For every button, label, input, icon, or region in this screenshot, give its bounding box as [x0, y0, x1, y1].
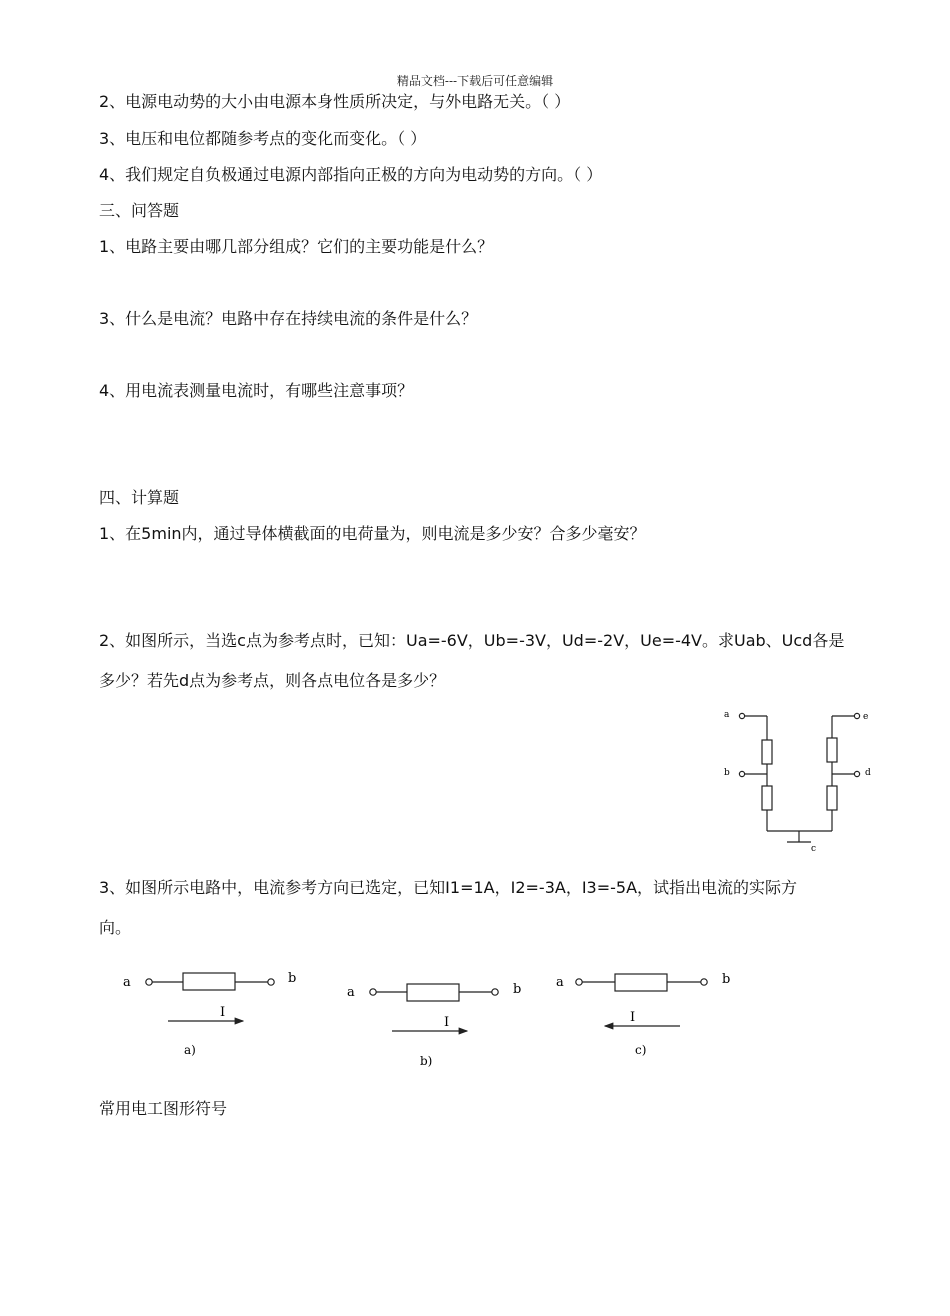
- judge-item-3: 3、电压和电位都随参考点的变化而变化。（ ）: [99, 129, 427, 148]
- calc-question-2-line-1: 2、如图所示，当选c点为参考点时，已知：Ua=-6V，Ub=-3V，Ud=-2V，Ue=-4V。求Uab、Ucd各是: [99, 631, 845, 650]
- calc-question-3-line-2: 向。: [99, 918, 132, 937]
- terminal-label-b: b: [288, 971, 297, 986]
- point-label-e: e: [863, 712, 869, 722]
- terminal-label-a: a: [556, 975, 564, 990]
- qa-question-1: 1、电路主要由哪几部分组成？它们的主要功能是什么？: [99, 237, 494, 256]
- current-label: I: [444, 1015, 450, 1030]
- terminal-label-a: a: [347, 985, 355, 1000]
- qa-question-3: 3、什么是电流？电路中存在持续电流的条件是什么？: [99, 309, 478, 328]
- circuit-figure-potential: [715, 700, 885, 860]
- judge-item-2: 2、电源电动势的大小由电源本身性质所决定，与外电路无关。（ ）: [99, 92, 571, 111]
- panel-c: [556, 972, 730, 1057]
- current-label: I: [220, 1005, 226, 1020]
- point-label-d: d: [865, 768, 871, 778]
- watermark: 精品文档---下载后可任意编辑: [396, 74, 554, 88]
- panel-a: [123, 971, 296, 1057]
- terminal-label-a: a: [123, 975, 131, 990]
- calc-question-3-line-1: 3、如图所示电路中，电流参考方向已选定，已知I1=1A，I2=-3A，I3=-5A，试指出电流的实际方: [99, 878, 798, 897]
- panel-caption: b): [420, 1054, 433, 1068]
- calc-question-1: 1、在5min内，通过导体横截面的电荷量为，则电流是多少安？合多少毫安？: [99, 524, 646, 543]
- section-heading-qa: 三、问答题: [99, 201, 180, 220]
- judge-item-4: 4、我们规定自负极通过电源内部指向正极的方向为电动势的方向。（ ）: [99, 165, 603, 184]
- terminal-label-b: b: [513, 982, 522, 997]
- panel-b: [347, 982, 521, 1068]
- symbols-heading: 常用电工图形符号: [99, 1099, 228, 1118]
- current-direction-figure: [110, 960, 750, 1075]
- point-label-c: c: [811, 844, 817, 854]
- terminal-label-b: b: [722, 972, 731, 987]
- current-label: I: [630, 1010, 636, 1025]
- point-label-b: b: [724, 768, 730, 778]
- panel-caption: a): [184, 1043, 196, 1057]
- point-label-a: a: [724, 710, 730, 720]
- section-heading-calc: 四、计算题: [99, 488, 180, 507]
- panel-caption: c): [635, 1043, 647, 1057]
- qa-question-4: 4、用电流表测量电流时，有哪些注意事项？: [99, 381, 414, 400]
- calc-question-2-line-2: 多少？若先d点为参考点，则各点电位各是多少？: [99, 671, 446, 690]
